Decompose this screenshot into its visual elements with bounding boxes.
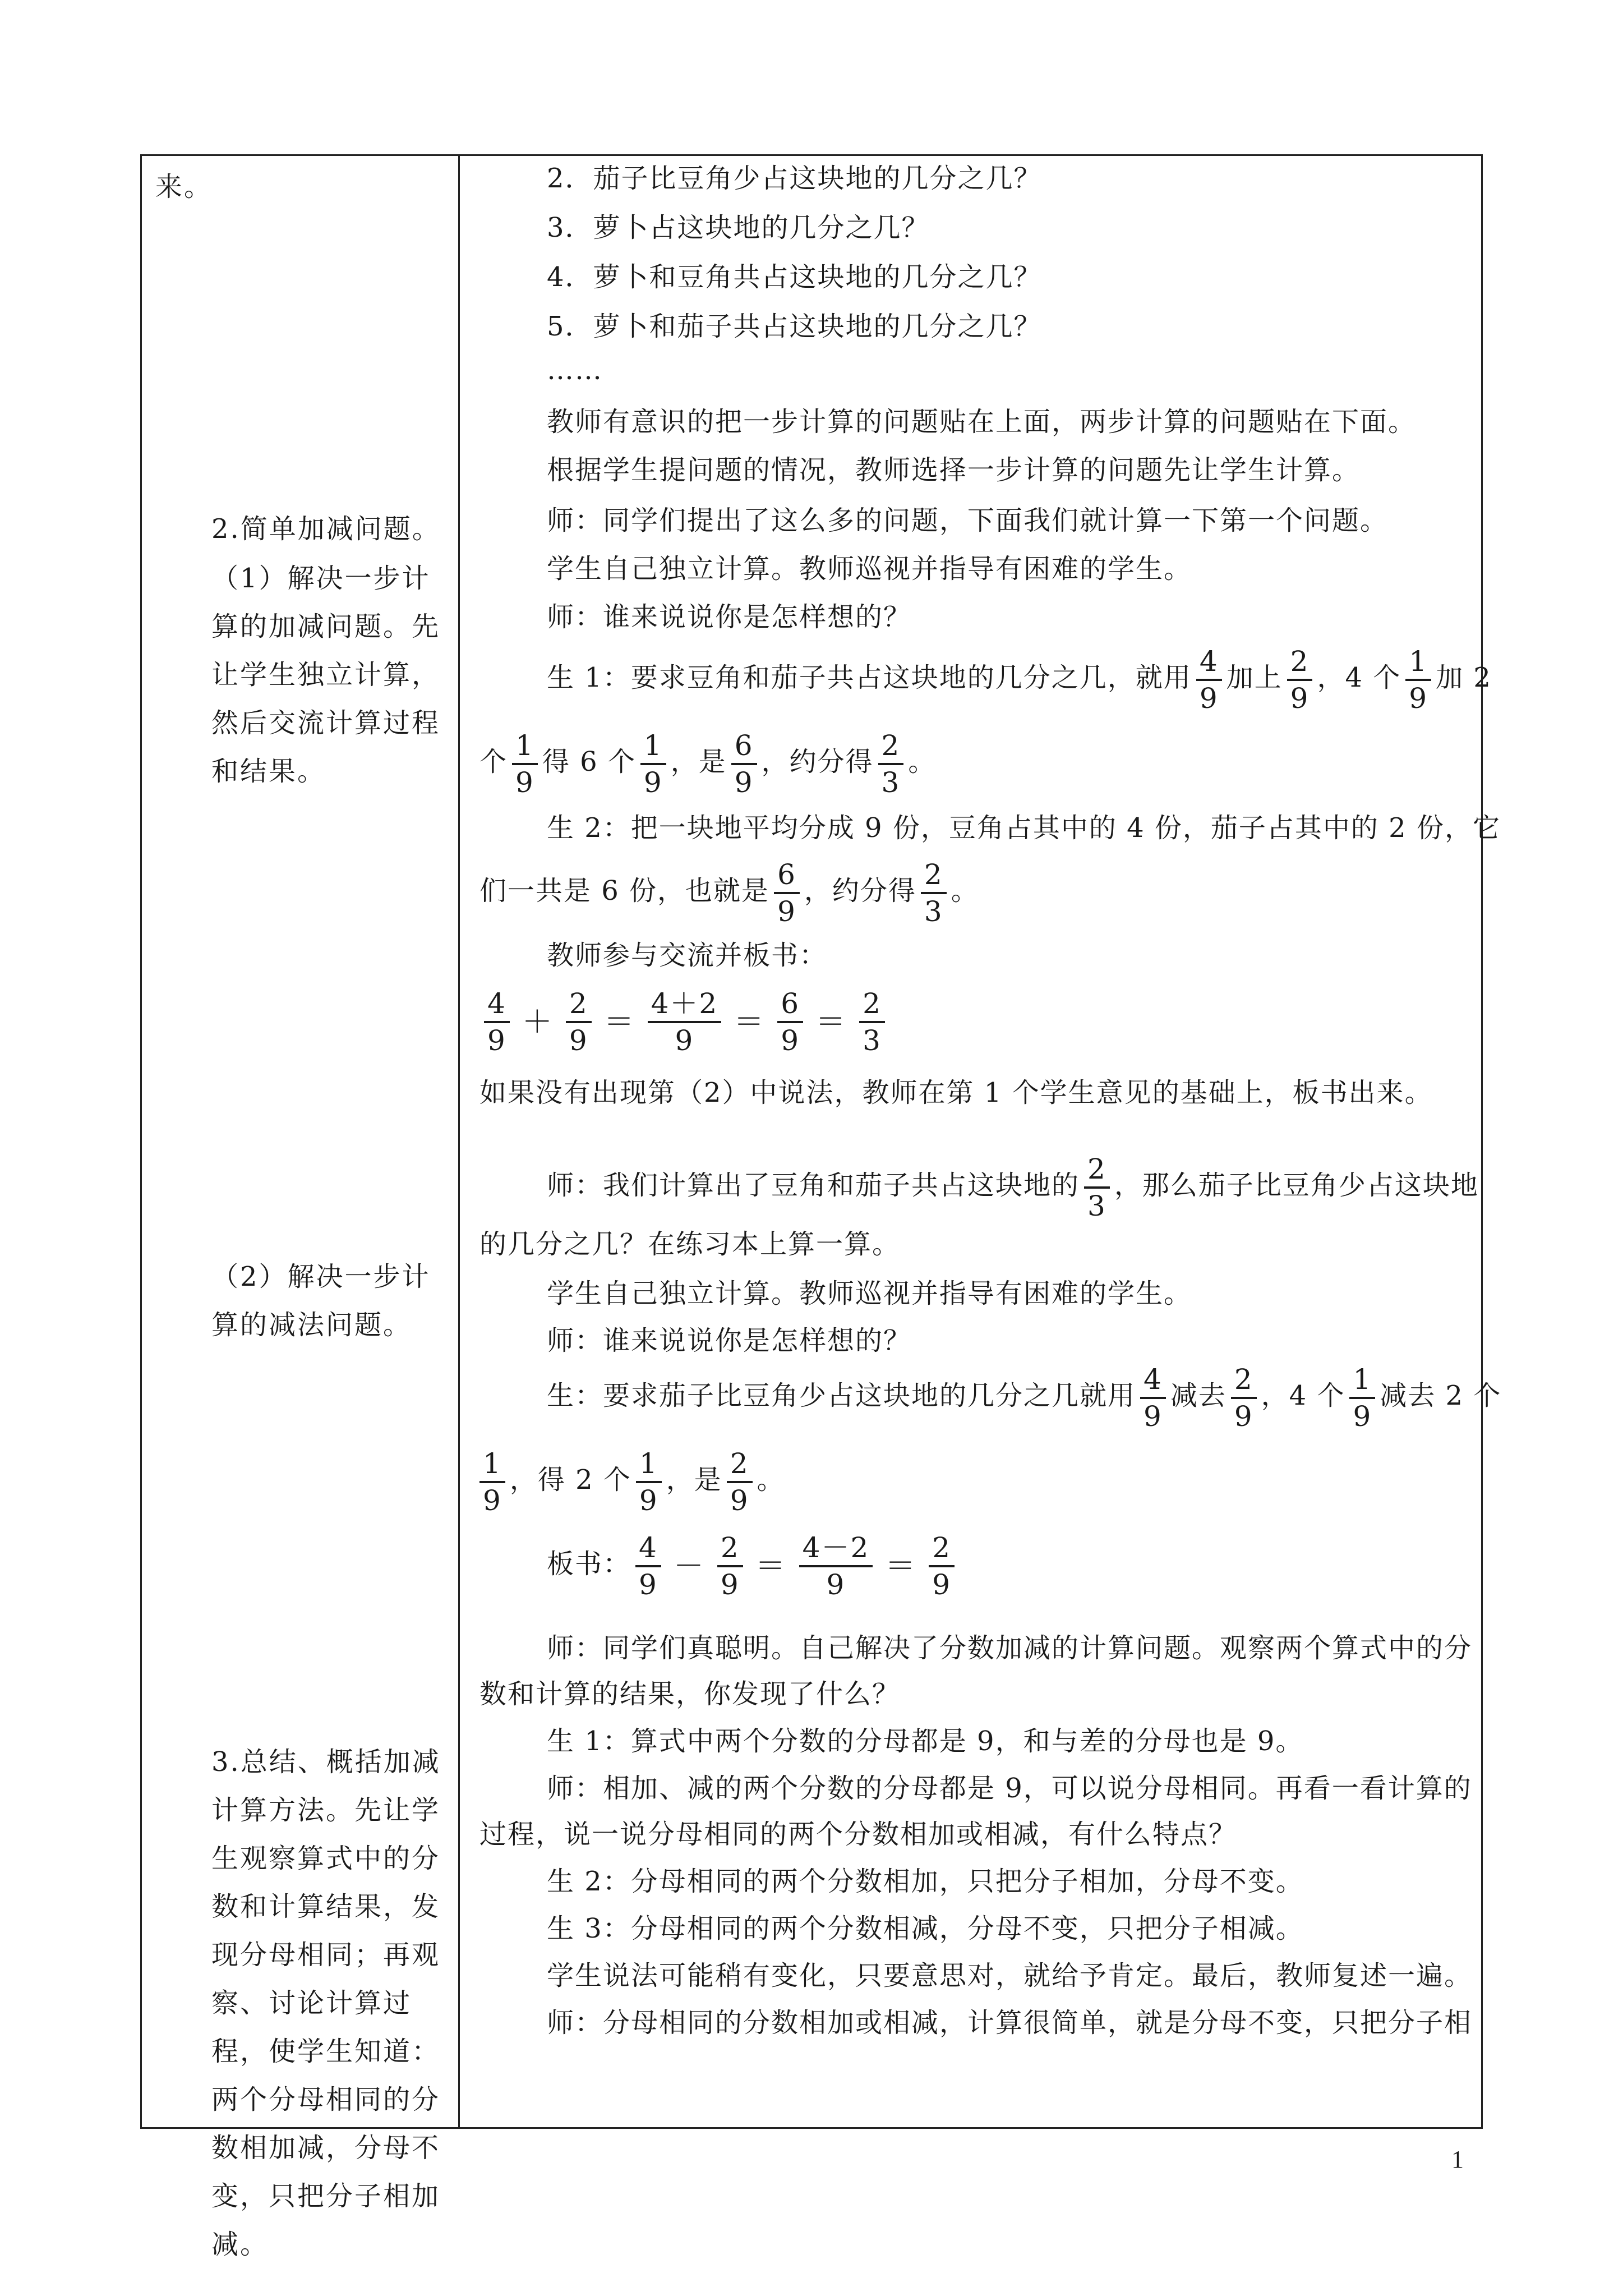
- student-subtraction-line2: $\frac{1}{9}$ ，得 2 个 $\frac{1}{9}$ ，是 $\frac{2}{9}$ 。: [479, 1441, 785, 1519]
- paragraph-student3-subtract: 生 3：分母相同的两个分数相减，分母不变，只把分子相减。: [547, 1913, 1304, 1944]
- paragraph-teacher-choose: 根据学生提问题的情况，教师选择一步计算的问题先让学生计算。: [547, 454, 1361, 486]
- fraction-2-3: $\frac{2}{3}$: [878, 728, 904, 800]
- section-title-simple-addition: 2.简单加减问题。: [211, 513, 441, 545]
- paragraph-summary-1a: 师：同学们真聪明。自己解决了分数加减的计算问题。观察两个算式中的分: [547, 1632, 1473, 1664]
- student2-line1: 生 2：把一块地平均分成 9 份，豆角占其中的 4 份，茄子占其中的 2 份，它: [547, 812, 1501, 844]
- student1-line1: 生 1：要求豆角和茄子共占这块地的几分之几，就用 $\frac{4}{9}$ 加上 $\frac{2}{9}$ ，4 个 $\frac{1}{9}$ 加 2: [547, 645, 1492, 715]
- paragraph-student-independent-2: 学生自己独立计算。教师巡视并指导有困难的学生。: [547, 1278, 1192, 1309]
- lesson-table: [140, 154, 1502, 2260]
- column-divider: [458, 156, 460, 2127]
- student1-line2: 个 $\frac{1}{9}$ 得 6 个 $\frac{1}{9}$ ，是 $\frac{6}{9}$ ，约分得 $\frac{2}{3}$ 。: [479, 729, 937, 799]
- paragraph-teacher-ask-2: 师：谁来说说你是怎样想的？: [547, 1325, 912, 1356]
- paragraph-teacher-posting: 教师有意识的把一步计算的问题贴在上面，两步计算的问题贴在下面。: [547, 406, 1417, 438]
- question-5: 5．萝卜和茄子共占这块地的几分之几？: [547, 311, 1042, 342]
- paragraph-summary-1b: 数和计算的结果，你发现了什么？: [479, 1678, 901, 1710]
- fraction-6-9: $\frac{6}{9}$: [774, 857, 800, 929]
- equation-subtraction: 板书： $\frac{4}{9}$ － $\frac{2}{9}$ ＝ $\frac{4-2}{9}$ ＝ $\frac{2}{9}$: [547, 1525, 959, 1603]
- paragraph-if-not-appear: 如果没有出现第（2）中说法，教师在第 1 个学生意见的基础上，板书出来。: [479, 1077, 1433, 1108]
- paragraph-teacher-same-denominator-b: 过程，说一说分母相同的两个分数相加或相减，有什么特点？: [479, 1819, 1237, 1850]
- fraction-1-9: $\frac{1}{9}$: [1405, 644, 1431, 716]
- teacher-subtraction-line1: 师：我们计算出了豆角和茄子共占这块地的 $\frac{2}{3}$ ，那么茄子比豆角少占这块地: [547, 1152, 1479, 1222]
- paragraph-teacher-conclusion: 师：分母相同的分数相加或相减，计算很简单，就是分母不变，只把分子相: [547, 2007, 1473, 2039]
- fraction-2-3: $\frac{2}{3}$: [1084, 1152, 1110, 1223]
- left-continuation: 来。: [155, 171, 213, 203]
- summary-method-note: 3.总结、概括加减计算方法。先让学生观察算式中的分数和计算结果，发现分母相同；再观察、讨论计算过程，使学生知道：两个分母相同的分数相加减，分母不变，只把分子相加减。: [211, 1746, 441, 2260]
- step-one-addition-note: （1）解决一步计算的加减问题。先让学生独立计算，然后交流计算过程和结果。: [211, 563, 441, 787]
- page-number: 1: [1451, 2146, 1464, 2173]
- right-column: [479, 156, 1502, 2127]
- teacher-subtraction-line2: 的几分之几？在练习本上算一算。: [479, 1228, 901, 1260]
- fraction-2-9: $\frac{2}{9}$: [1287, 644, 1313, 716]
- ellipsis: ……: [547, 355, 603, 386]
- fraction-1-9: $\frac{1}{9}$: [640, 728, 666, 800]
- student-subtraction-line1: 生：要求茄子比豆角少占这块地的几分之几就用 $\frac{4}{9}$ 减去 $\frac{2}{9}$ ，4 个 $\frac{1}{9}$ 减去 2 个: [547, 1363, 1502, 1433]
- paragraph-student1-observe: 生 1：算式中两个分数的分母都是 9，和与差的分母也是 9。: [547, 1726, 1304, 1757]
- left-column: [155, 156, 441, 2260]
- fraction-1-9: $\frac{1}{9}$: [512, 728, 538, 800]
- fraction-2-3: $\frac{2}{3}$: [921, 857, 947, 929]
- question-4: 4．萝卜和豆角共占这块地的几分之几？: [547, 261, 1042, 293]
- fraction-4-9: $\frac{4}{9}$: [1196, 644, 1222, 716]
- paragraph-student2-add: 生 2：分母相同的两个分数相加，只把分子相加，分母不变。: [547, 1866, 1304, 1897]
- student2-line2: 们一共是 6 份，也就是 $\frac{6}{9}$ ，约分得 $\frac{2}{3}$ 。: [479, 858, 979, 928]
- paragraph-teacher-ask: 师：谁来说说你是怎样想的？: [547, 601, 912, 633]
- step-one-subtraction-note: （2）解决一步计算的减法问题。: [211, 1261, 431, 1341]
- question-3: 3．萝卜占这块地的几分之几？: [547, 212, 930, 243]
- paragraph-teacher-same-denominator-a: 师：相加、减的两个分数的分母都是 9，可以说分母相同。再看一看计算的: [547, 1773, 1472, 1804]
- equation-addition: $\frac{4}{9}$ ＋ $\frac{2}{9}$ ＝ $\frac{4+2}{9}$ ＝ $\frac{6}{9}$ ＝ $\frac{2}{3}$: [479, 981, 889, 1059]
- fraction-6-9: $\frac{6}{9}$: [731, 728, 757, 800]
- paragraph-teacher-first-question: 师：同学们提出了这么多的问题，下面我们就计算一下第一个问题。: [547, 505, 1389, 536]
- paragraph-affirm: 学生说法可能稍有变化，只要意思对，就给予肯定。最后，教师复述一遍。: [547, 1960, 1473, 1991]
- question-2: 2．茄子比豆角少占这块地的几分之几？: [547, 163, 1042, 194]
- paragraph-student-independent: 学生自己独立计算。教师巡视并指导有困难的学生。: [547, 553, 1192, 585]
- paragraph-board-writing: 教师参与交流并板书：: [547, 940, 828, 971]
